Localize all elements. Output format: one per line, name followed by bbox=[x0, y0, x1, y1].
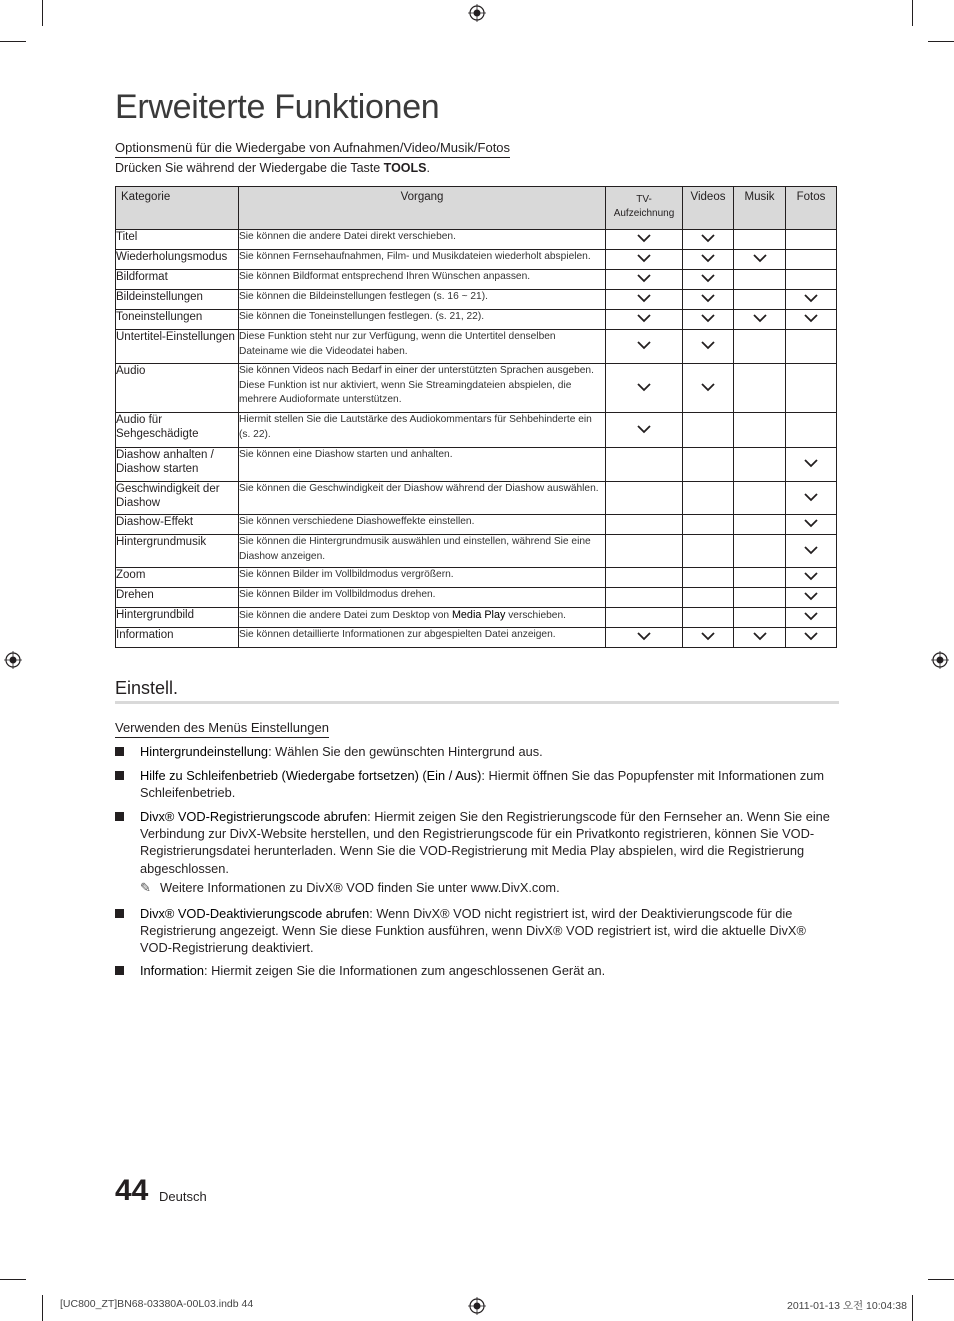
cell-music bbox=[734, 250, 786, 270]
crop-mark bbox=[928, 1279, 954, 1280]
row-description-text: Sie können die andere Datei zum Desktop von bbox=[239, 610, 452, 621]
settings-item-term: Information bbox=[140, 963, 205, 978]
row-category: Hintergrundbild bbox=[116, 608, 239, 628]
row-description bbox=[239, 448, 606, 482]
cell-photos bbox=[786, 515, 837, 535]
check-icon bbox=[637, 424, 651, 434]
row-description bbox=[239, 535, 606, 568]
crop-mark bbox=[42, 1295, 43, 1321]
row-category: Diashow anhalten / Diashow starten bbox=[116, 448, 239, 482]
check-icon bbox=[701, 293, 715, 303]
bullet-square-icon bbox=[115, 771, 124, 780]
table-row bbox=[116, 628, 837, 648]
table-row bbox=[116, 535, 837, 568]
row-description-emphasis: Media Play bbox=[451, 609, 506, 621]
header-photos: Fotos bbox=[786, 187, 837, 230]
crop-mark bbox=[928, 41, 954, 42]
crop-mark bbox=[912, 0, 913, 26]
check-icon bbox=[804, 518, 818, 528]
cell-videos bbox=[683, 250, 734, 270]
cell-music bbox=[734, 413, 786, 448]
check-icon bbox=[753, 253, 767, 263]
settings-subheading: Verwenden des Menüs Einstellungen bbox=[115, 720, 329, 738]
cell-tv bbox=[606, 230, 683, 250]
check-icon bbox=[804, 611, 818, 621]
row-description bbox=[239, 330, 606, 364]
cell-videos bbox=[683, 588, 734, 608]
settings-item-term: Hintergrundeinstellung bbox=[140, 744, 269, 759]
row-category: Titel bbox=[116, 230, 239, 250]
cell-music bbox=[734, 448, 786, 482]
cell-videos bbox=[683, 628, 734, 648]
crop-mark bbox=[42, 0, 43, 26]
cell-videos bbox=[683, 364, 734, 413]
check-icon bbox=[637, 313, 651, 323]
header-videos: Videos bbox=[683, 187, 734, 230]
table-row bbox=[116, 290, 837, 310]
cell-photos bbox=[786, 482, 837, 515]
cell-music bbox=[734, 290, 786, 310]
check-icon bbox=[637, 253, 651, 263]
table-row bbox=[116, 330, 837, 364]
header-music: Musik bbox=[734, 187, 786, 230]
row-description-text: Sie können Bilder im Vollbildmodus vergrößern. bbox=[239, 569, 454, 580]
settings-item-term: Divx® VOD-Registrierungscode abrufen bbox=[140, 809, 368, 824]
bullet-square-icon bbox=[115, 747, 124, 756]
page-number: 44 bbox=[115, 1174, 149, 1207]
cell-photos bbox=[786, 330, 837, 364]
bullet-square-icon bbox=[115, 909, 124, 918]
check-icon bbox=[637, 340, 651, 350]
row-category: Wiederholungsmodus bbox=[116, 250, 239, 270]
settings-heading: Einstell. bbox=[115, 678, 179, 698]
cell-photos bbox=[786, 413, 837, 448]
row-description-text: Sie können die andere Datei direkt verschieben. bbox=[239, 231, 456, 242]
check-icon bbox=[637, 273, 651, 283]
settings-item bbox=[115, 905, 838, 957]
row-category: Hintergrundmusik bbox=[116, 535, 239, 568]
cell-tv bbox=[606, 290, 683, 310]
cell-tv bbox=[606, 364, 683, 413]
row-description bbox=[239, 515, 606, 535]
check-icon bbox=[804, 313, 818, 323]
cell-photos bbox=[786, 608, 837, 628]
settings-item-text: : Hiermit zeigen Sie die Informationen zum angeschlossenen Gerät an. bbox=[204, 963, 606, 978]
cell-music bbox=[734, 364, 786, 413]
check-icon bbox=[637, 293, 651, 303]
table-row bbox=[116, 608, 837, 628]
bullet-square-icon bbox=[115, 812, 124, 821]
cell-photos bbox=[786, 588, 837, 608]
tools-key: TOOLS bbox=[383, 161, 427, 175]
row-description bbox=[239, 270, 606, 290]
row-description-text: Sie können verschiedene Diashoweffekte einstellen. bbox=[239, 516, 475, 527]
page-language: Deutsch bbox=[159, 1189, 207, 1204]
row-description bbox=[239, 628, 606, 648]
table-header-row bbox=[116, 187, 837, 230]
cell-tv bbox=[606, 250, 683, 270]
crop-mark bbox=[0, 41, 26, 42]
table-row bbox=[116, 568, 837, 588]
cell-tv bbox=[606, 330, 683, 364]
registration-mark-icon bbox=[931, 651, 949, 669]
row-description bbox=[239, 482, 606, 515]
settings-item bbox=[115, 808, 838, 877]
cell-tv bbox=[606, 448, 683, 482]
row-category: Zoom bbox=[116, 568, 239, 588]
cell-photos bbox=[786, 250, 837, 270]
row-category: Untertitel-Einstellungen bbox=[116, 330, 239, 364]
crop-mark bbox=[912, 1295, 913, 1321]
settings-item bbox=[115, 767, 838, 801]
settings-item-text: : Hiermit öffnen Sie das Popupfenster mit Informationen zum Schleifenbetrieb. bbox=[140, 768, 825, 801]
check-icon bbox=[701, 253, 715, 263]
cell-photos bbox=[786, 270, 837, 290]
cell-music bbox=[734, 482, 786, 515]
intro-end: . bbox=[426, 161, 430, 175]
cell-tv bbox=[606, 568, 683, 588]
row-description bbox=[239, 290, 606, 310]
check-icon bbox=[753, 631, 767, 641]
row-description bbox=[239, 364, 606, 413]
cell-photos bbox=[786, 290, 837, 310]
cell-photos bbox=[786, 310, 837, 330]
row-category: Drehen bbox=[116, 588, 239, 608]
header-tv-line1: TV- bbox=[636, 194, 652, 205]
cell-photos bbox=[786, 568, 837, 588]
settings-note bbox=[140, 880, 560, 896]
footer-timestamp: 2011-01-13 오전 10:04:38 bbox=[787, 1300, 907, 1312]
table-row bbox=[116, 588, 837, 608]
cell-music bbox=[734, 330, 786, 364]
table-row bbox=[116, 230, 837, 250]
check-icon bbox=[637, 631, 651, 641]
cell-videos bbox=[683, 290, 734, 310]
settings-item bbox=[115, 743, 838, 760]
row-description bbox=[239, 230, 606, 250]
check-icon bbox=[804, 293, 818, 303]
cell-music bbox=[734, 270, 786, 290]
cell-videos bbox=[683, 230, 734, 250]
row-description-text: Sie können Fernsehaufnahmen, Film- und Musikdateien wiederholt abspielen. bbox=[239, 251, 591, 262]
header-category: Kategorie bbox=[116, 187, 239, 230]
check-icon bbox=[804, 545, 818, 555]
cell-music bbox=[734, 568, 786, 588]
intro-text: Drücken Sie während der Wiedergabe die Taste bbox=[115, 161, 384, 175]
check-icon bbox=[753, 313, 767, 323]
row-category: Toneinstellungen bbox=[116, 310, 239, 330]
cell-music bbox=[734, 515, 786, 535]
registration-mark-icon bbox=[468, 1297, 486, 1315]
row-category: Geschwindigkeit der Diashow bbox=[116, 482, 239, 515]
cell-videos bbox=[683, 515, 734, 535]
row-category: Information bbox=[116, 628, 239, 648]
settings-item-term: Divx® VOD-Deaktivierungscode abrufen bbox=[140, 906, 370, 921]
crop-mark bbox=[0, 1279, 26, 1280]
cell-photos bbox=[786, 535, 837, 568]
row-description bbox=[239, 413, 606, 448]
settings-item-text: : Wenn DivX® VOD nicht registriert ist, wird der Deaktivierungscode für die Registrierung angezeigt. Wenn Sie diese Funktion ausführen, wenn DivX® VOD registriert ist, wird die aktuelle DivX® VOD-Registrierung deaktiviert. bbox=[140, 906, 806, 956]
table-row bbox=[116, 515, 837, 535]
cell-music bbox=[734, 535, 786, 568]
row-description bbox=[239, 608, 606, 628]
row-description-text: Sie können die Bildeinstellungen festlegen (s. 16 ~ 21). bbox=[239, 291, 488, 302]
cell-tv bbox=[606, 628, 683, 648]
options-section-heading: Optionsmenü für die Wiedergabe von Aufnahmen/Video/Musik/Fotos bbox=[115, 140, 510, 158]
cell-videos bbox=[683, 310, 734, 330]
cell-videos bbox=[683, 568, 734, 588]
cell-videos bbox=[683, 482, 734, 515]
row-category: Audio für Sehgeschädigte bbox=[116, 413, 239, 448]
row-description bbox=[239, 588, 606, 608]
row-description-text: Sie können Bilder im Vollbildmodus drehen. bbox=[239, 589, 436, 600]
registration-mark-icon bbox=[468, 4, 486, 22]
note-pencil-icon: ✎ bbox=[140, 880, 151, 895]
options-intro bbox=[115, 161, 430, 175]
row-category: Bildeinstellungen bbox=[116, 290, 239, 310]
row-description-text: Sie können die Toneinstellungen festlegen. (s. 21, 22). bbox=[239, 311, 485, 322]
row-description-text: Sie können die Hintergrundmusik auswählen und einstellen, während Sie eine Diashow anzeigen. bbox=[239, 536, 591, 562]
row-category: Bildformat bbox=[116, 270, 239, 290]
cell-tv bbox=[606, 535, 683, 568]
settings-heading-rule bbox=[115, 701, 839, 704]
row-description bbox=[239, 250, 606, 270]
cell-music bbox=[734, 588, 786, 608]
row-description-text: Diese Funktion steht nur zur Verfügung, wenn die Untertitel denselben Dateiname wie die Videodatei haben. bbox=[239, 331, 556, 357]
cell-tv bbox=[606, 588, 683, 608]
row-description-end: verschieben. bbox=[505, 610, 566, 621]
cell-music bbox=[734, 310, 786, 330]
settings-item-term: Hilfe zu Schleifenbetrieb (Wiedergabe fortsetzen) (Ein / Aus) bbox=[140, 768, 482, 783]
header-tv-recording bbox=[606, 187, 683, 230]
registration-mark-icon bbox=[4, 651, 22, 669]
check-icon bbox=[701, 273, 715, 283]
cell-tv bbox=[606, 413, 683, 448]
check-icon bbox=[637, 233, 651, 243]
cell-videos bbox=[683, 535, 734, 568]
footer-file-info: [UC800_ZT]BN68-03380A-00L03.indb 44 bbox=[60, 1298, 254, 1310]
cell-tv bbox=[606, 482, 683, 515]
cell-photos bbox=[786, 364, 837, 413]
cell-photos bbox=[786, 448, 837, 482]
row-description-text: Hiermit stellen Sie die Lautstärke des Audiokommentars für Sehbehinderte ein (s. 22). bbox=[239, 414, 592, 440]
cell-videos bbox=[683, 448, 734, 482]
bullet-square-icon bbox=[115, 966, 124, 975]
check-icon bbox=[701, 631, 715, 641]
table-row bbox=[116, 413, 837, 448]
cell-tv bbox=[606, 310, 683, 330]
cell-photos bbox=[786, 628, 837, 648]
table-row bbox=[116, 448, 837, 482]
check-icon bbox=[804, 631, 818, 641]
cell-videos bbox=[683, 608, 734, 628]
cell-videos bbox=[683, 413, 734, 448]
row-category: Audio bbox=[116, 364, 239, 413]
cell-videos bbox=[683, 270, 734, 290]
row-description-text: Sie können die Geschwindigkeit der Diashow während der Diashow auswählen. bbox=[239, 483, 599, 494]
row-description-text: Sie können Bildformat entsprechend Ihren Wünschen anpassen. bbox=[239, 271, 531, 282]
check-icon bbox=[701, 313, 715, 323]
table-row bbox=[116, 310, 837, 330]
check-icon bbox=[804, 571, 818, 581]
cell-music bbox=[734, 230, 786, 250]
check-icon bbox=[701, 382, 715, 392]
cell-music bbox=[734, 628, 786, 648]
row-description bbox=[239, 568, 606, 588]
settings-item-text: : Wählen Sie den gewünschten Hintergrund aus. bbox=[268, 744, 543, 759]
cell-tv bbox=[606, 515, 683, 535]
cell-tv bbox=[606, 608, 683, 628]
options-table bbox=[115, 186, 837, 648]
settings-item-text: : Hiermit zeigen Sie den Registrierungscode für den Fernseher an. Wenn Sie eine Verbindung zur DivX-Website herstellen, und den Registrierungscode für ein Privatkonto registrieren, können Sie VOD-Registrierungsdatei herunterladen. Wenn Sie die VOD-Registrierung mit Media Play abspielen, wird die Registrierung abgeschlossen. bbox=[140, 809, 830, 876]
row-description-text: Sie können detaillierte Informationen zur abgespielten Datei anzeigen. bbox=[239, 629, 556, 640]
check-icon bbox=[804, 458, 818, 468]
cell-music bbox=[734, 608, 786, 628]
header-tv-line2: Aufzeichnung bbox=[613, 208, 675, 219]
note-text: Weitere Informationen zu DivX® VOD finden Sie unter www.DivX.com. bbox=[160, 880, 560, 895]
cell-photos bbox=[786, 230, 837, 250]
check-icon bbox=[701, 340, 715, 350]
header-procedure: Vorgang bbox=[239, 187, 606, 230]
row-description-text: Sie können eine Diashow starten und anhalten. bbox=[239, 449, 453, 460]
page-title: Erweiterte Funktionen bbox=[115, 88, 440, 126]
row-description-text: Sie können Videos nach Bedarf in einer der unterstützten Sprachen ausgeben. Diese Funktion ist nur aktiviert, wenn Sie Streamingdateien abspielen, die mehrere Audioformate unterstützen. bbox=[239, 365, 594, 405]
row-category: Diashow-Effekt bbox=[116, 515, 239, 535]
check-icon bbox=[804, 492, 818, 502]
check-icon bbox=[804, 591, 818, 601]
cell-tv bbox=[606, 270, 683, 290]
row-description bbox=[239, 310, 606, 330]
table-row bbox=[116, 482, 837, 515]
table-row bbox=[116, 250, 837, 270]
table-row bbox=[116, 364, 837, 413]
check-icon bbox=[637, 382, 651, 392]
table-row bbox=[116, 270, 837, 290]
settings-item bbox=[115, 962, 838, 979]
cell-videos bbox=[683, 330, 734, 364]
check-icon bbox=[701, 233, 715, 243]
